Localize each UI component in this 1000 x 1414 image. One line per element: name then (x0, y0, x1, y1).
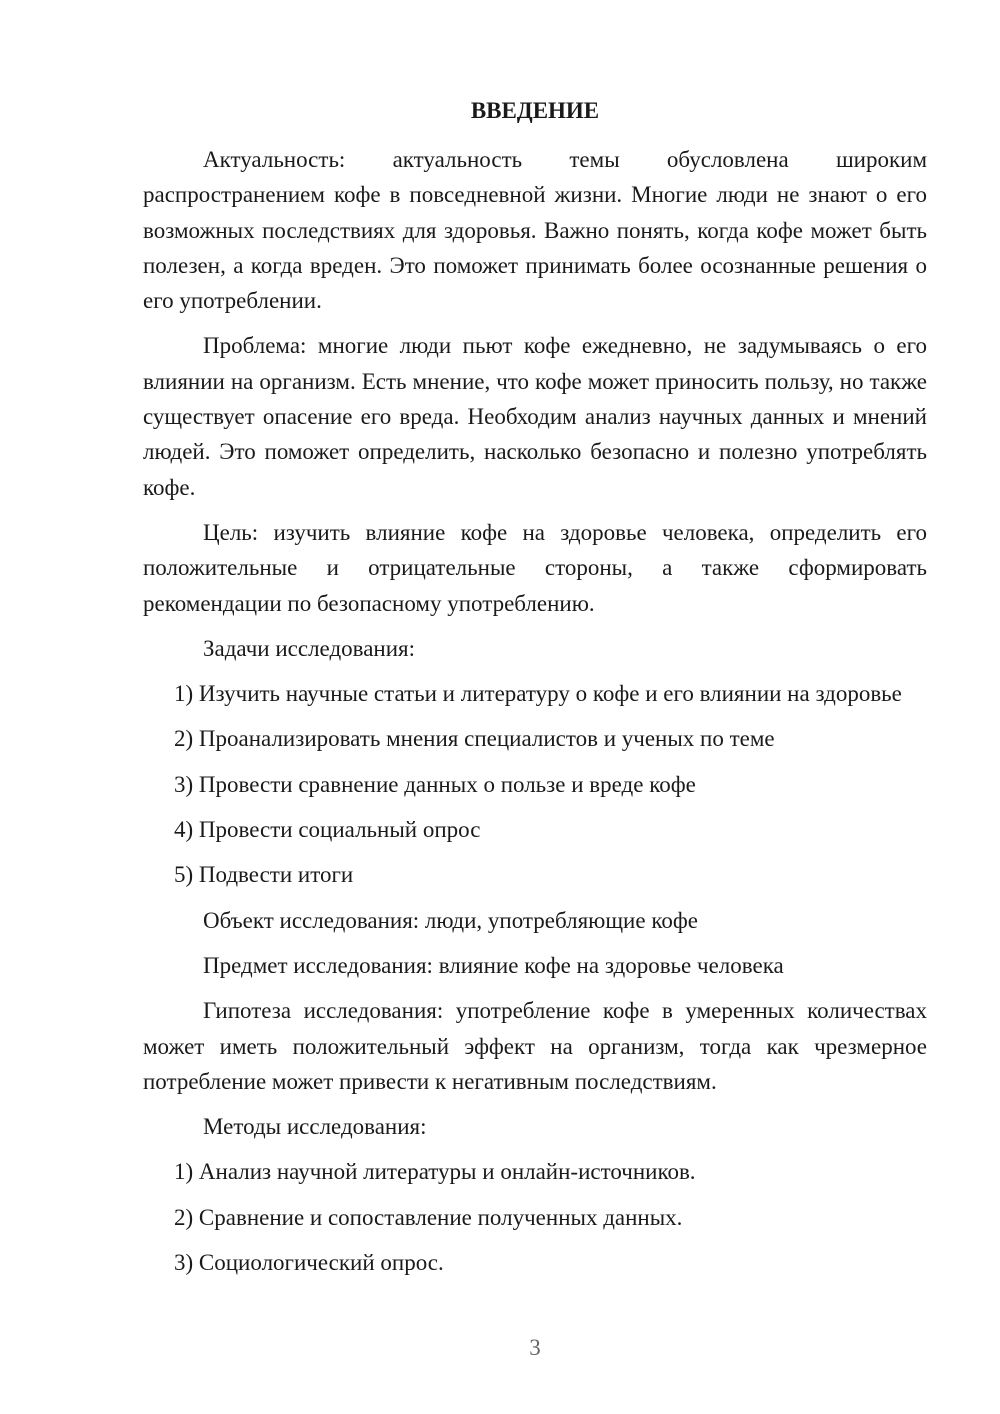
method-item-3: 3) Социологический опрос. (174, 1250, 444, 1276)
task-item-5: 5) Подвести итоги (174, 862, 354, 888)
tasks-heading: Задачи исследования: (203, 635, 416, 661)
relevance-paragraph: Актуальность: актуальность темы обусловлена широким распространением кофе в повседневной жизни. Многие люди не знают о его возможных последствиях для здоровья. Важно понять, когда кофе может быть полезен, а когда вреден. Это поможет принимать более осознанные решения о его употреблении. (143, 147, 927, 314)
subject-line: Предмет исследования: влияние кофе на здоровье человека (203, 952, 784, 978)
section-title: ВВЕДЕНИЕ (470, 98, 600, 123)
task-item-2: 2) Проанализировать мнения специалистов и ученых по теме (174, 726, 775, 752)
page-number: 3 (529, 1335, 541, 1360)
task-item-1: 1) Изучить научные статьи и литературу о кофе и его влиянии на здоровье (174, 681, 902, 707)
goal-paragraph: Цель: изучить влияние кофе на здоровье человека, определить его положительные и отрицательные стороны, а также сформировать рекомендации по безопасному употреблению. (143, 519, 927, 616)
object-line: Объект исследования: люди, употребляющие кофе (203, 907, 698, 933)
hypothesis-paragraph: Гипотеза исследования: употребление кофе в умеренных количествах может иметь положительный эффект на организм, тогда как чрезмерное потребление может привести к негативным последствиям. (143, 998, 927, 1094)
task-item-3: 3) Провести сравнение данных о пользе и вреде кофе (174, 771, 696, 797)
problem-paragraph: Проблема: многие люди пьют кофе ежедневно, не задумываясь о его влиянии на организм. Есть мнение, что кофе может приносить пользу, но также существует опасение его вреда. Необходим анализ научных данных и мнений людей. Это поможет определить, насколько безопасно и полезно употреблять кофе. (143, 333, 927, 500)
method-item-2: 2) Сравнение и сопоставление полученных данных. (174, 1204, 683, 1230)
page-content (143, 96, 927, 1290)
method-item-1: 1) Анализ научной литературы и онлайн-источников. (174, 1159, 696, 1185)
methods-heading: Методы исследования: (203, 1114, 427, 1140)
task-item-4: 4) Провести социальный опрос (174, 817, 481, 843)
